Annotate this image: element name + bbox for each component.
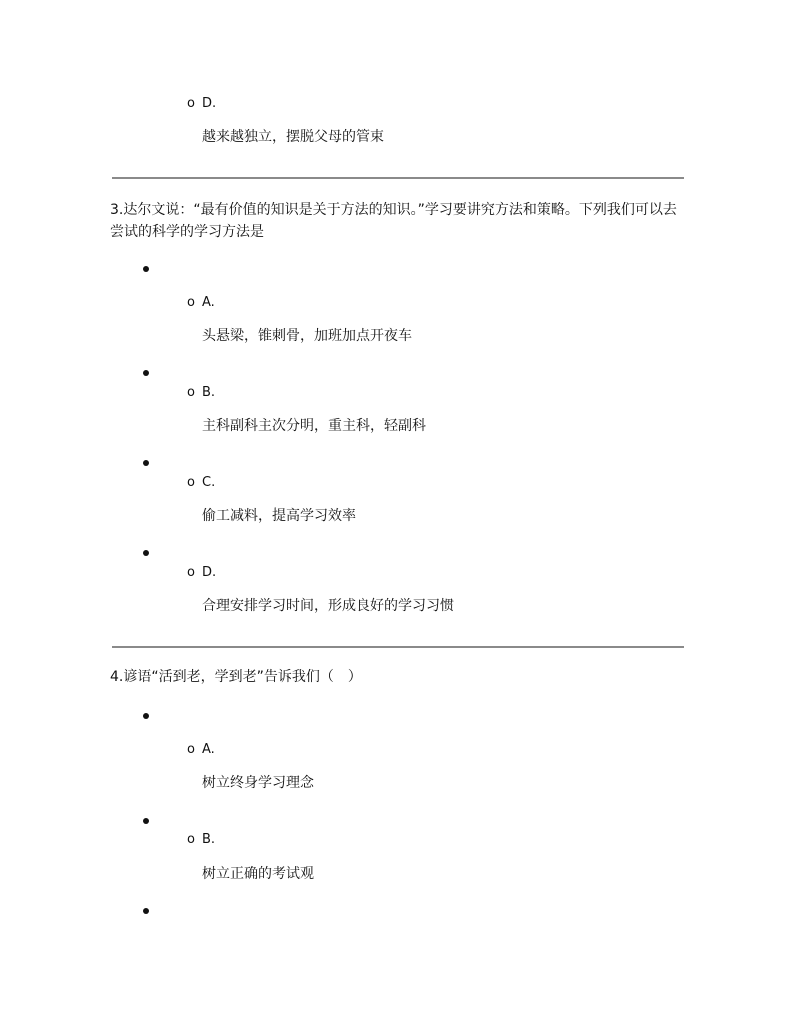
option-marker: o bbox=[187, 742, 195, 757]
option-letter: D. bbox=[202, 96, 217, 111]
option-a-letter: A. bbox=[202, 295, 215, 310]
option-marker: o bbox=[187, 832, 195, 847]
option-marker: o bbox=[187, 565, 195, 580]
list-bullet bbox=[143, 550, 149, 556]
option-marker: o bbox=[187, 96, 195, 111]
list-bullet bbox=[143, 266, 149, 272]
option-d-letter: D. bbox=[202, 565, 217, 580]
question-divider bbox=[112, 177, 684, 179]
option-d-text: 合理安排学习时间，形成良好的学习习惯 bbox=[202, 598, 454, 614]
option-b-text: 主科副科主次分明，重主科，轻副科 bbox=[202, 418, 426, 434]
list-bullet bbox=[143, 370, 149, 376]
option-b-text: 树立正确的考试观 bbox=[202, 866, 314, 882]
option-b-letter: B. bbox=[202, 832, 216, 847]
option-a-letter: A. bbox=[202, 742, 215, 757]
option-c-text: 偷工减料，提高学习效率 bbox=[202, 508, 356, 524]
question-4-text: 4.谚语“活到老，学到老”告诉我们（ ） bbox=[110, 669, 362, 685]
option-b-letter: B. bbox=[202, 385, 216, 400]
list-bullet bbox=[143, 818, 149, 824]
option-c-letter: C. bbox=[202, 475, 216, 490]
option-a-text: 头悬梁，锥刺骨，加班加点开夜车 bbox=[202, 328, 412, 344]
option-marker: o bbox=[187, 385, 195, 400]
option-marker: o bbox=[187, 475, 195, 490]
list-bullet bbox=[143, 460, 149, 466]
list-bullet bbox=[143, 908, 149, 914]
option-marker: o bbox=[187, 295, 195, 310]
option-text: 越来越独立，摆脱父母的管束 bbox=[202, 129, 384, 145]
list-bullet bbox=[143, 713, 149, 719]
option-a-text: 树立终身学习理念 bbox=[202, 775, 314, 791]
question-divider bbox=[112, 646, 684, 648]
question-3-text: 3.达尔文说：“最有价值的知识是关于方法的知识。”学习要讲究方法和策略。下列我们可以去尝试的科学的学习方法是 bbox=[110, 202, 677, 240]
